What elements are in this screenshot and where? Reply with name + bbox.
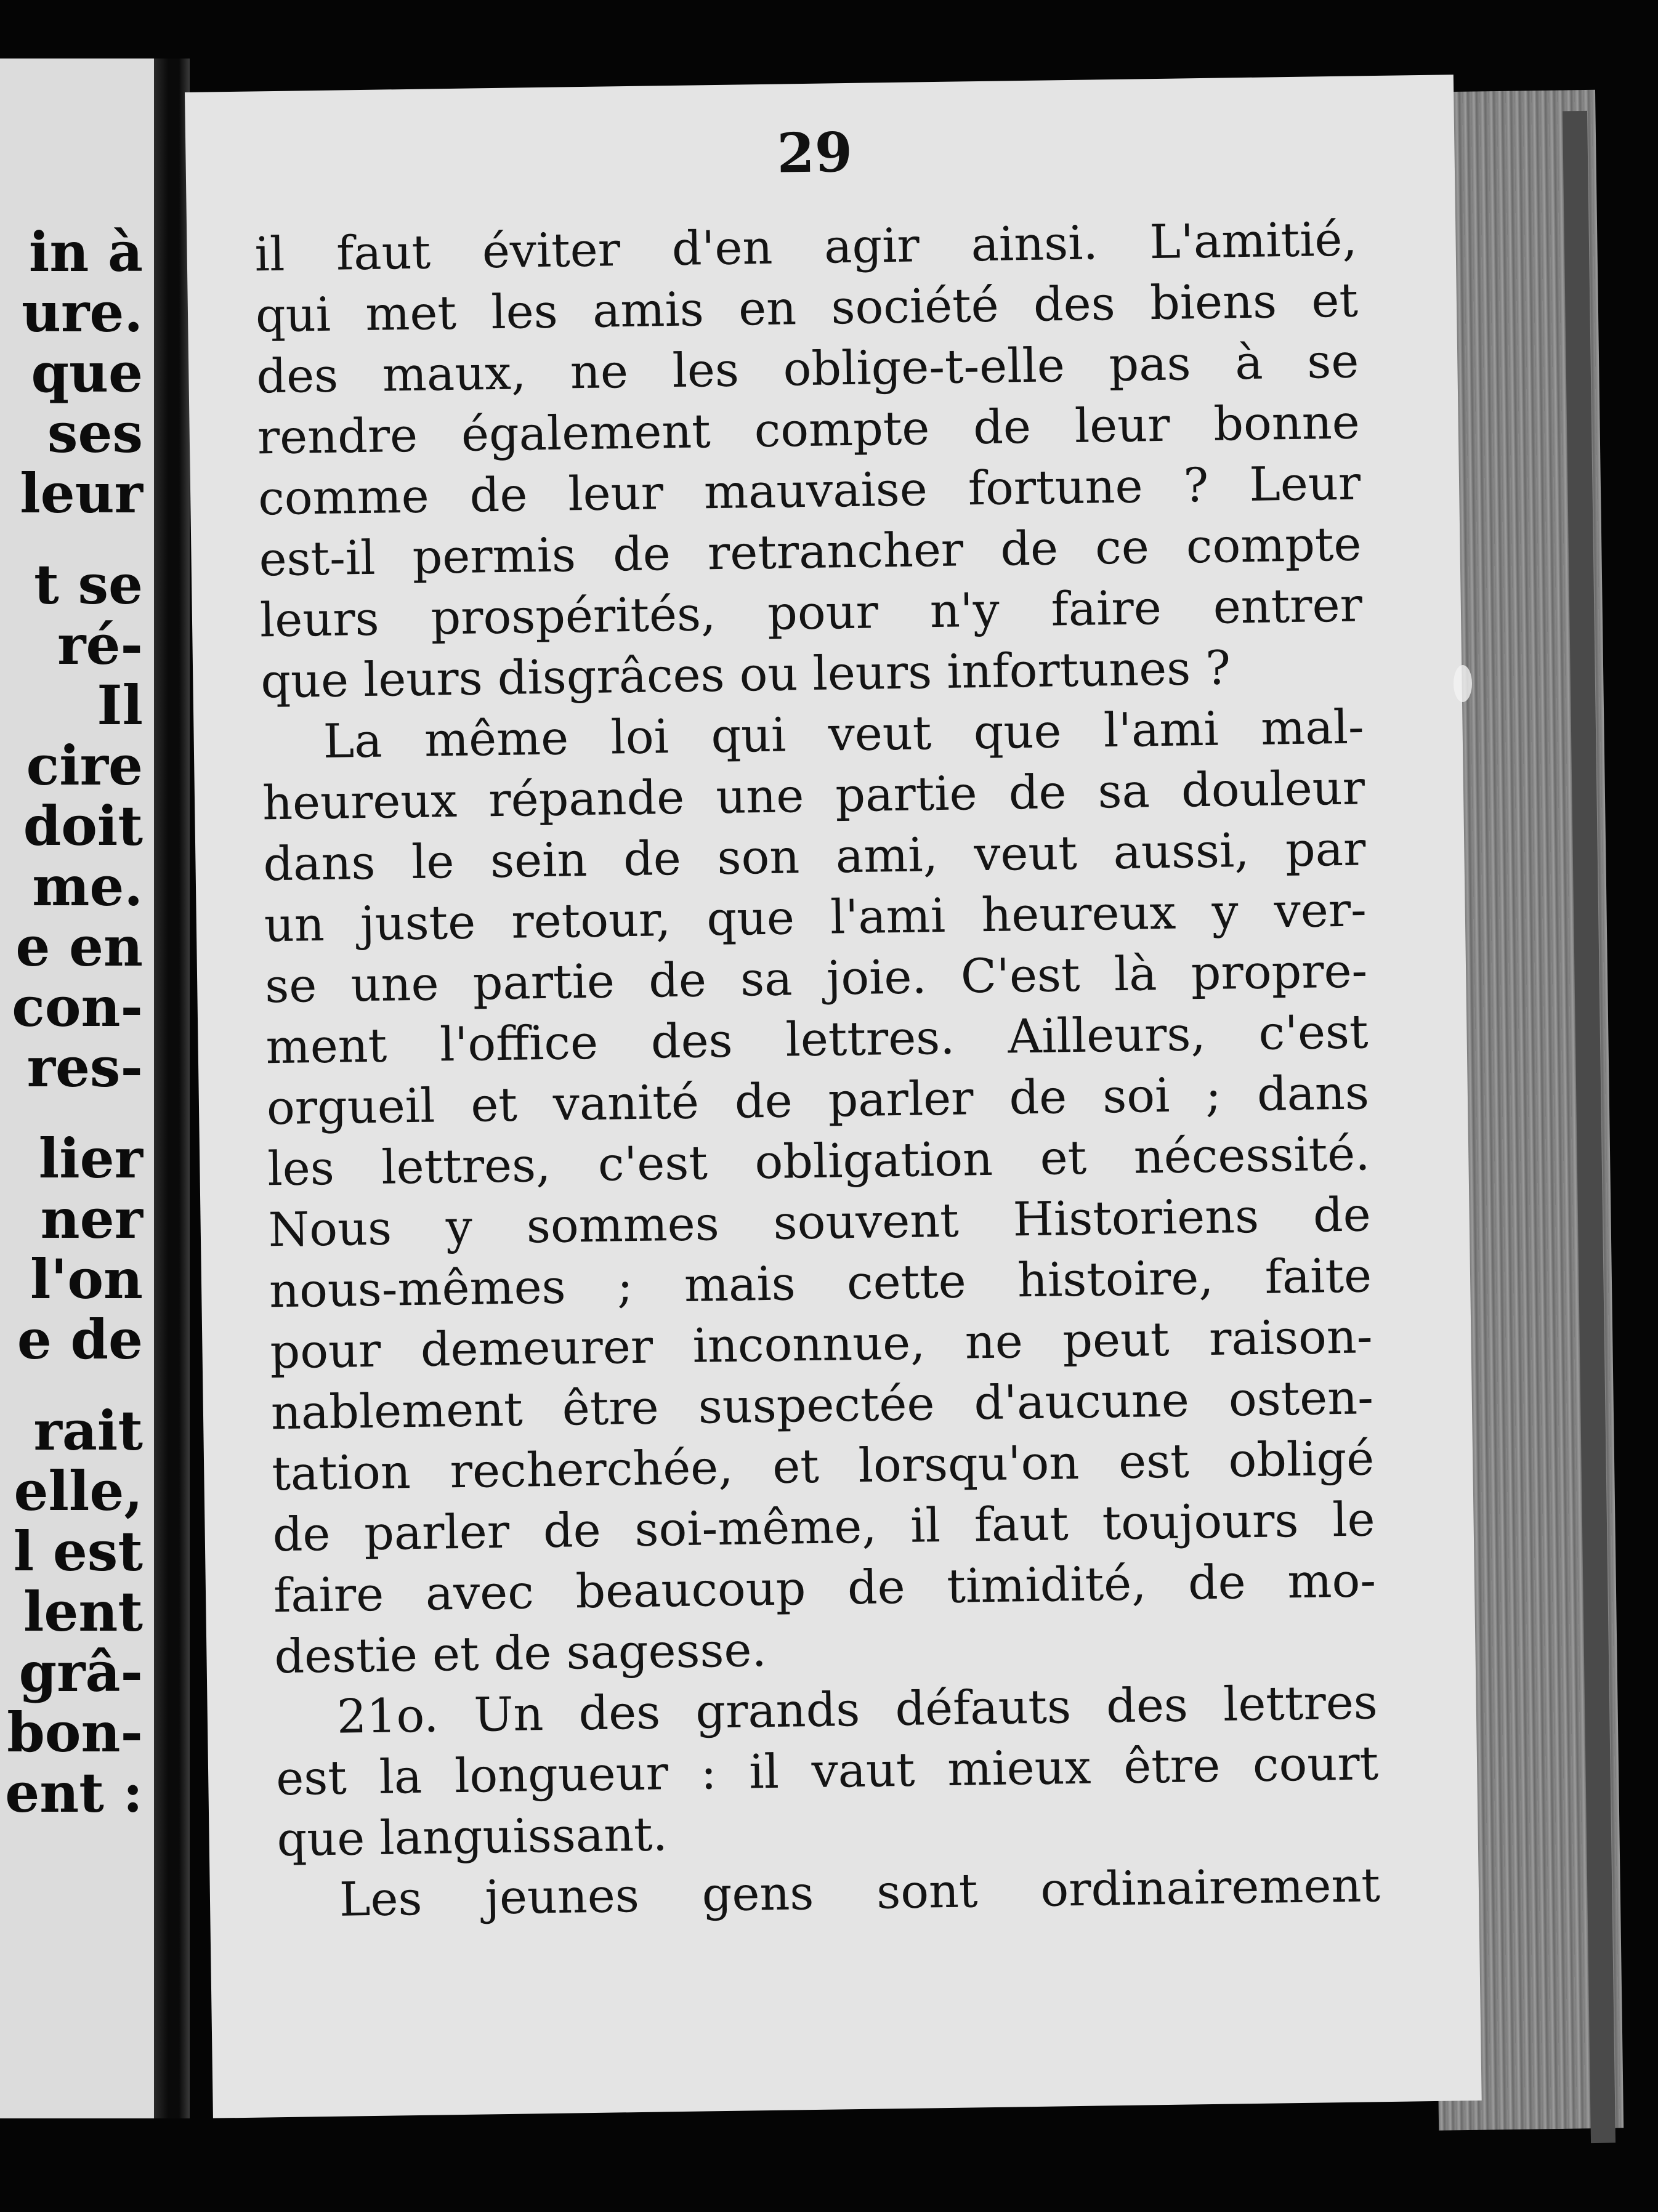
text-line: comme de leur mauvaise fortune ? Leur bbox=[257, 455, 1361, 526]
text-line: nablement être suspectée d'aucune osten- bbox=[270, 1370, 1374, 1440]
text-line: destie et de sagesse. bbox=[273, 1622, 767, 1684]
left-line: bon- bbox=[7, 1700, 143, 1764]
paragraph-start-line: La même loi qui veut que l'ami mal- bbox=[323, 699, 1365, 769]
left-facing-page bbox=[0, 59, 154, 2118]
text-line: se une partie de sa joie. C'est là propre- bbox=[264, 943, 1368, 1014]
left-line: e de bbox=[17, 1307, 143, 1371]
left-page-text bbox=[5, 222, 143, 1823]
text-line: ment l'office des lettres. Ailleurs, c'est bbox=[265, 1004, 1369, 1075]
left-line: l est bbox=[13, 1519, 143, 1583]
left-line: ent : bbox=[5, 1761, 143, 1825]
left-line-gap bbox=[5, 1097, 143, 1128]
text-line: dans le sein de son ami, veut aussi, par bbox=[262, 821, 1366, 892]
page-number: 29 bbox=[776, 119, 853, 185]
left-line: lier bbox=[38, 1126, 143, 1190]
text-line: que languissant. bbox=[276, 1806, 668, 1867]
left-line: t se bbox=[34, 552, 143, 616]
left-line: cire bbox=[26, 733, 143, 797]
text-line: est la longueur : il vaut mieux être court bbox=[275, 1735, 1379, 1806]
left-line: con- bbox=[12, 975, 143, 1039]
text-line: rendre également compte de leur bonne bbox=[257, 394, 1361, 465]
left-line: ure. bbox=[22, 280, 143, 344]
text-line: des maux, ne les oblige-t-elle pas à se bbox=[256, 333, 1359, 404]
text-line: les lettres, c'est obligation et nécessité. bbox=[267, 1126, 1370, 1197]
left-line: rait bbox=[33, 1399, 143, 1463]
left-line: Il bbox=[97, 673, 143, 737]
left-line: ner bbox=[40, 1187, 143, 1251]
text-line: il faut éviter d'en agir ainsi. L'amitié, bbox=[254, 211, 1358, 282]
left-line: l'on bbox=[30, 1247, 143, 1311]
text-line: un juste retour, que l'ami heureux y ver- bbox=[264, 882, 1367, 953]
text-line: faire avec beaucoup de timidité, de mo- bbox=[273, 1552, 1377, 1623]
left-line-gap bbox=[5, 523, 143, 554]
left-line: grâ- bbox=[18, 1640, 143, 1704]
text-line: que leurs disgrâces ou leurs infortunes ? bbox=[260, 640, 1231, 709]
left-line: in à bbox=[28, 220, 143, 284]
left-line: lent bbox=[23, 1580, 143, 1644]
text-line: heureux répande une partie de sa douleur bbox=[262, 760, 1365, 831]
text-line: de parler de soi-même, il faut toujours le bbox=[272, 1491, 1376, 1562]
left-line: elle, bbox=[14, 1459, 143, 1523]
text-line: leurs prospérités, pour n'y faire entrer bbox=[259, 577, 1363, 648]
text-line: nous-mêmes ; mais cette histoire, faite bbox=[269, 1248, 1372, 1318]
left-line: que bbox=[31, 341, 143, 405]
paragraph-start-line: 21o. Un des grands défauts des lettres bbox=[336, 1674, 1378, 1744]
right-page bbox=[185, 75, 1482, 2118]
body-text bbox=[254, 208, 1381, 1931]
text-line: pour demeurer inconnue, ne peut raison- bbox=[269, 1309, 1373, 1379]
left-line: me. bbox=[32, 854, 143, 918]
left-line: res- bbox=[26, 1035, 143, 1099]
left-line: leur bbox=[20, 461, 143, 525]
text-line: orgueil et vanité de parler de soi ; dans bbox=[266, 1065, 1370, 1136]
text-line: tation recherchée, et lorsqu'on est obligé bbox=[271, 1431, 1375, 1501]
left-line: ses bbox=[47, 401, 143, 465]
left-line: ré- bbox=[57, 613, 143, 677]
left-line: doit bbox=[23, 794, 143, 858]
text-line: qui met les amis en société des biens et bbox=[255, 272, 1359, 343]
text-line: est-il permis de retrancher de ce compte bbox=[258, 516, 1362, 587]
book-gutter bbox=[154, 59, 190, 2118]
text-line: Nous y sommes souvent Historiens de bbox=[268, 1187, 1372, 1257]
left-line-gap bbox=[5, 1370, 143, 1400]
left-line: e en bbox=[15, 914, 143, 979]
scan-smudge bbox=[1454, 665, 1472, 702]
paragraph-start-line: Les jeunes gens sont ordinairement bbox=[339, 1857, 1381, 1927]
